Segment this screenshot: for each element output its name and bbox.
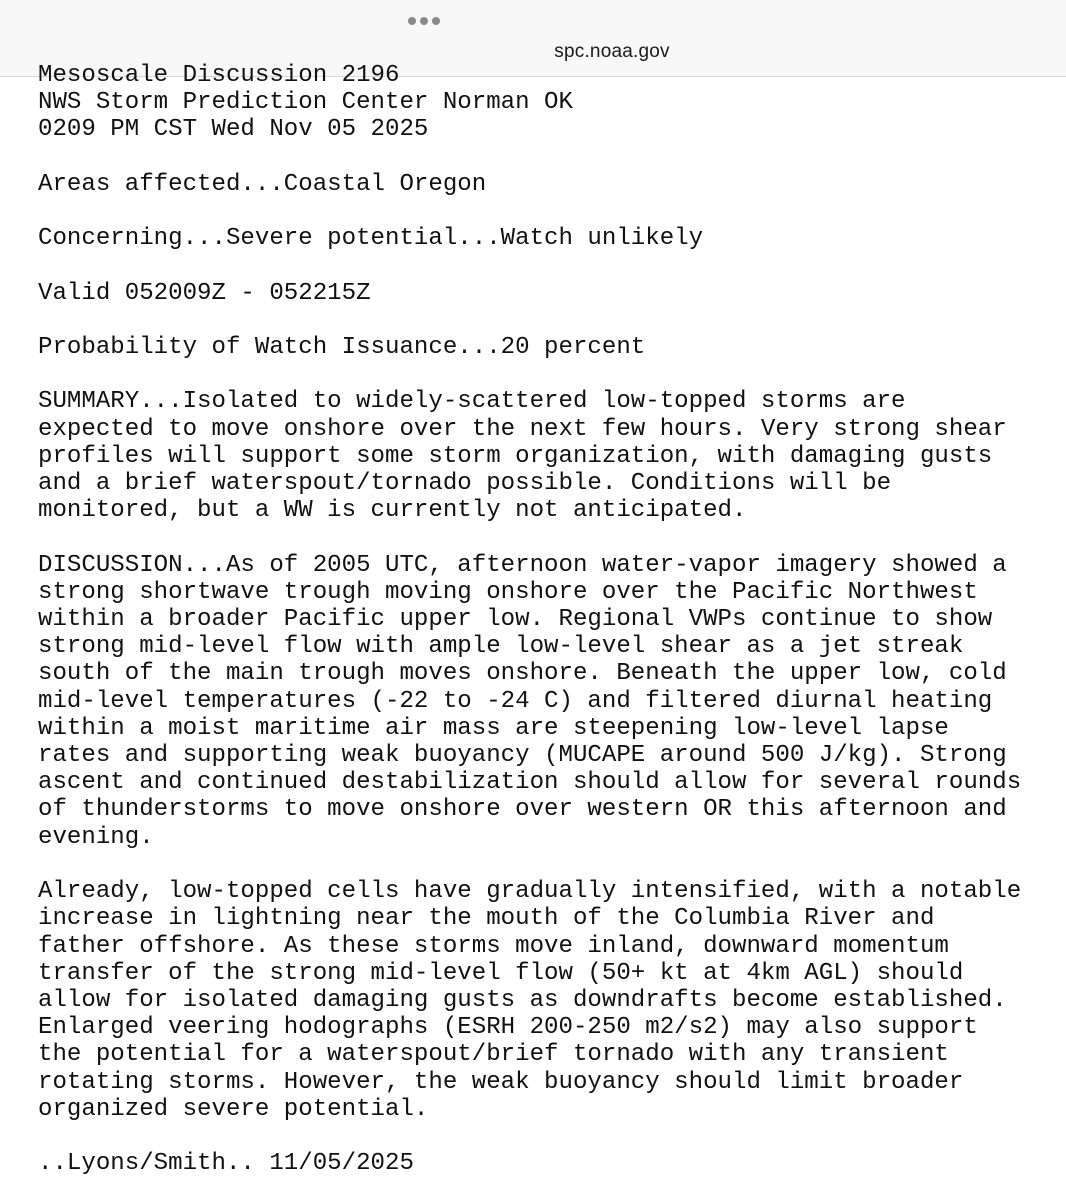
url-bar[interactable]: spc.noaa.gov bbox=[554, 41, 670, 62]
page-content bbox=[0, 62, 1066, 1200]
discussion-line: Areas affected...Coastal Oregon bbox=[38, 170, 487, 198]
mesoscale-discussion-text bbox=[38, 62, 1021, 1177]
dot bbox=[432, 17, 440, 25]
discussion-line: ascent and continued destabilization should allow for several rounds bbox=[38, 769, 1022, 797]
discussion-line: strong mid-level flow with ample low-level shear as a jet streak bbox=[38, 633, 964, 661]
discussion-line: SUMMARY...Isolated to widely-scattered low-topped storms are bbox=[38, 388, 906, 416]
discussion-line: allow for isolated damaging gusts as downdrafts become established. bbox=[38, 986, 1007, 1014]
discussion-line: Enlarged veering hodographs (ESRH 200-250 m2/s2) may also support bbox=[38, 1014, 978, 1042]
discussion-line: 0209 PM CST Wed Nov 05 2025 bbox=[38, 116, 429, 144]
dot bbox=[408, 17, 416, 25]
discussion-line: Mesoscale Discussion 2196 bbox=[38, 62, 400, 89]
discussion-line: evening. bbox=[38, 823, 154, 851]
discussion-line: Valid 052009Z - 052215Z bbox=[38, 279, 371, 307]
more-horizontal-icon[interactable] bbox=[408, 14, 450, 28]
discussion-line: expected to move onshore over the next few hours. Very strong shear bbox=[38, 415, 1007, 443]
discussion-line: strong shortwave trough moving onshore over the Pacific Northwest bbox=[38, 578, 978, 606]
discussion-line: rotating storms. However, the weak buoyancy should limit broader bbox=[38, 1068, 964, 1096]
discussion-line: father offshore. As these storms move inland, downward momentum bbox=[38, 932, 949, 960]
discussion-line: ..Lyons/Smith.. 11/05/2025 bbox=[38, 1150, 414, 1178]
discussion-line: south of the main trough moves onshore. Beneath the upper low, cold bbox=[38, 660, 1007, 688]
discussion-line: Concerning...Severe potential...Watch unlikely bbox=[38, 225, 704, 253]
dot bbox=[420, 17, 428, 25]
discussion-line: profiles will support some storm organization, with damaging gusts bbox=[38, 442, 993, 470]
discussion-line: organized severe potential. bbox=[38, 1095, 429, 1123]
discussion-line: within a moist maritime air mass are steepening low-level lapse bbox=[38, 714, 949, 742]
discussion-line: DISCUSSION...As of 2005 UTC, afternoon water-vapor imagery showed a bbox=[38, 551, 1007, 579]
discussion-line: of thunderstorms to move onshore over western OR this afternoon and bbox=[38, 796, 1007, 824]
discussion-line: mid-level temperatures (-22 to -24 C) and filtered diurnal heating bbox=[38, 687, 993, 715]
discussion-line: Already, low-topped cells have gradually intensified, with a notable bbox=[38, 878, 1022, 906]
discussion-line: rates and supporting weak buoyancy (MUCAPE around 500 J/kg). Strong bbox=[38, 742, 1007, 770]
discussion-line: the potential for a waterspout/brief tornado with any transient bbox=[38, 1041, 949, 1069]
discussion-line: and a brief waterspout/tornado possible. Conditions will be bbox=[38, 470, 892, 498]
discussion-line: within a broader Pacific upper low. Regional VWPs continue to show bbox=[38, 606, 993, 634]
discussion-line: NWS Storm Prediction Center Norman OK bbox=[38, 89, 573, 117]
discussion-line: transfer of the strong mid-level flow (50+ kt at 4km AGL) should bbox=[38, 959, 964, 987]
discussion-line: increase in lightning near the mouth of the Columbia River and bbox=[38, 905, 935, 933]
discussion-line: Probability of Watch Issuance...20 percent bbox=[38, 334, 646, 362]
discussion-line: monitored, but a WW is currently not anticipated. bbox=[38, 497, 747, 525]
